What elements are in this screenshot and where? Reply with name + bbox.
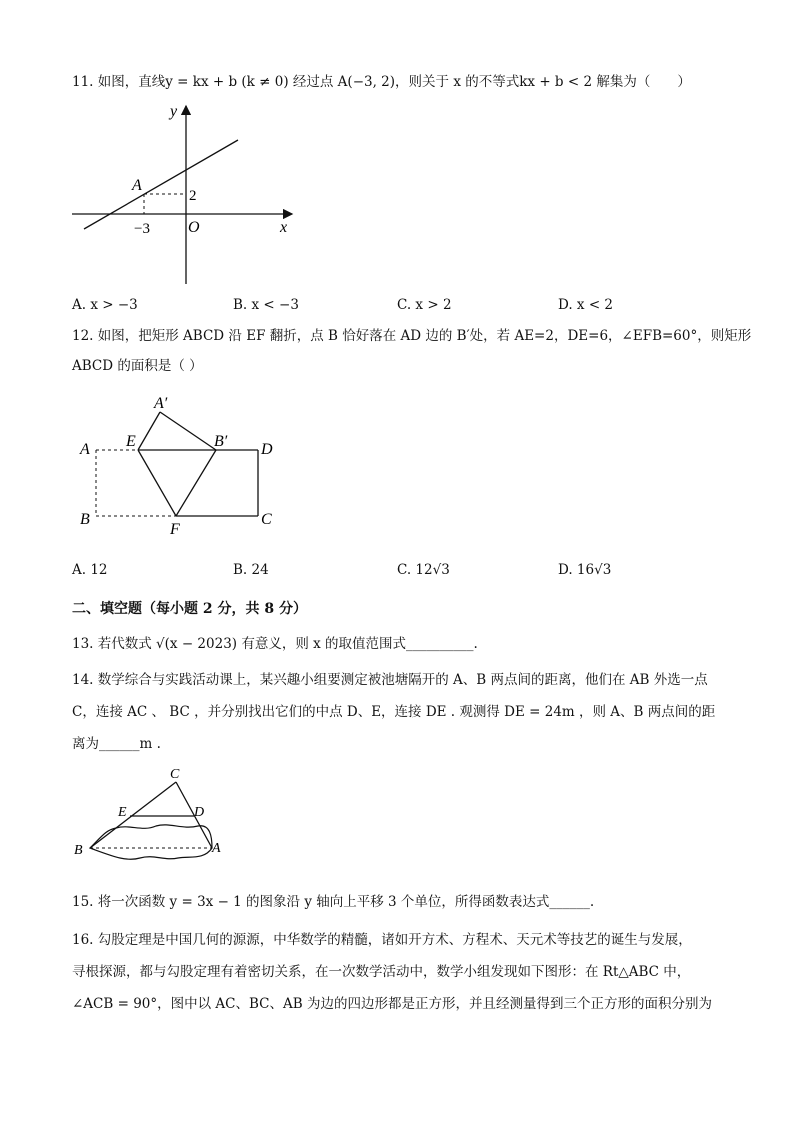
origin-label: O — [188, 219, 200, 236]
q12-option-a[interactable]: A. 12 — [72, 562, 108, 578]
q13-text: 13. 若代数式 √(x − 2023) 有意义，则 x 的取值范围式__________. — [72, 636, 478, 652]
q14-figure — [72, 764, 232, 866]
line-kx-b — [84, 140, 238, 229]
q14-line1: 14. 数学综合与实践活动课上，某兴趣小组要测定被池塘隔开的 A、B 两点间的距离，他们在 AB 外选一点 — [72, 672, 708, 688]
q15-text: 15. 将一次函数 y = 3x − 1 的图象沿 y 轴向上平移 3 个单位，所得函数表达式______. — [72, 894, 595, 910]
q16-line3: ∠ACB = 90°，图中以 AC、BC、AB 为边的四边形都是正方形，并且经测量得到三个正方形的面积分别为 — [72, 996, 712, 1012]
label-e: E — [118, 805, 127, 820]
label-e: E — [126, 433, 136, 450]
pond-outline — [90, 825, 212, 859]
label-c: C — [170, 767, 180, 782]
x-axis-label: x — [280, 219, 288, 236]
section-2-title: 二、填空题（每小题 2 分，共 8 分） — [72, 601, 307, 617]
q16-line1: 16. 勾股定理是中国几何的源源，中华数学的精髓，诸如开方术、方程术、天元术等技艺的诞生与发展， — [72, 932, 692, 948]
q11-option-d[interactable]: D. x < 2 — [558, 297, 614, 313]
point-a-label: A — [132, 177, 142, 194]
q12-option-c[interactable]: C. 12√3 — [397, 562, 450, 578]
segment-e-a-prime — [138, 412, 160, 450]
label-a: A — [80, 441, 90, 458]
label-c: C — [261, 511, 272, 528]
q14-line2: C，连接 AC 、 BC ，并分别找出它们的中点 D、E，连接 DE . 观测得 DE = 24m ，则 A、B 两点间的距 — [72, 704, 716, 720]
label-b: B — [80, 511, 90, 528]
segment-b-prime-f — [176, 450, 216, 516]
q11-figure — [68, 98, 308, 290]
tick-y-label: 2 — [189, 188, 197, 204]
label-a: A — [212, 841, 221, 856]
label-a-prime: A′ — [154, 395, 168, 412]
y-axis-label: y — [170, 103, 178, 120]
q12-text-line1: 12. 如图，把矩形 ABCD 沿 EF 翻折，点 B 恰好落在 AD 边的 B′处，若 AE=2，DE=6，∠EFB=60°，则矩形 — [72, 328, 752, 344]
segment-ef — [138, 450, 176, 516]
q16-line2: 寻根探源，都与勾股定理有着密切关系，在一次数学活动中，数学小组发现如下图形：在 Rt△ABC 中， — [72, 964, 691, 980]
q11-option-a[interactable]: A. x > −3 — [72, 297, 138, 313]
label-b: B — [74, 843, 83, 858]
q11-text: 11. 如图，直线y = kx + b (k ≠ 0) 经过点 A(−3, 2)，则关于 x 的不等式kx + b < 2 解集为（ ） — [72, 74, 691, 90]
q11-option-b[interactable]: B. x < −3 — [233, 297, 299, 313]
q12-option-b[interactable]: B. 24 — [233, 562, 269, 578]
segment-bc — [90, 782, 176, 848]
q12-text-line2: ABCD 的面积是（ ） — [72, 358, 203, 374]
q11-option-c[interactable]: C. x > 2 — [397, 297, 452, 313]
tick-x-label: −3 — [134, 221, 150, 237]
q12-option-d[interactable]: D. 16√3 — [558, 562, 612, 578]
label-d: D — [261, 441, 273, 458]
label-f: F — [170, 521, 180, 538]
label-d: D — [194, 805, 205, 820]
q12-figure — [72, 388, 292, 540]
q14-line3: 离为______m . — [72, 736, 161, 752]
label-b-prime: B′ — [214, 433, 228, 450]
segment-a-prime-b-prime — [160, 412, 216, 450]
